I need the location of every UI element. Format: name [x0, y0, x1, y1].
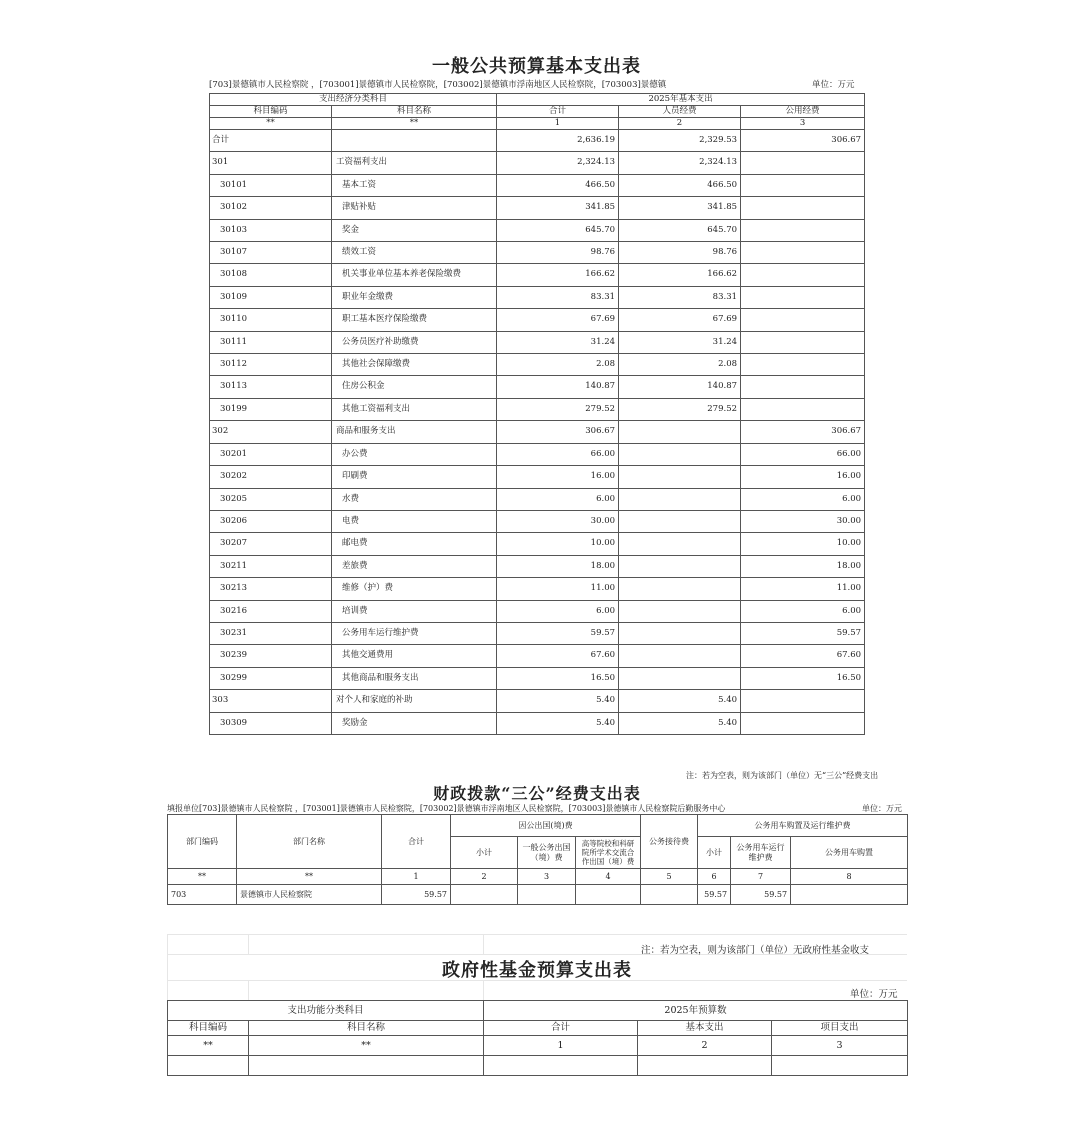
table-row: [210, 488, 865, 510]
personnel-cell: 645.70: [619, 219, 741, 241]
header-total: 合计: [382, 815, 451, 869]
index-cell: 5: [641, 869, 698, 885]
table-row: [210, 578, 865, 600]
table-row: [210, 354, 865, 376]
name-cell: 办公费: [332, 443, 497, 465]
personnel-cell: [619, 578, 741, 600]
total-cell: 30.00: [497, 510, 619, 532]
index-code: **: [210, 118, 332, 130]
name-cell: 邮电费: [332, 533, 497, 555]
personnel-cell: [619, 600, 741, 622]
table3-title: 政府性基金预算支出表: [442, 960, 632, 981]
total-cell: 6.00: [497, 488, 619, 510]
table-row: [210, 443, 865, 465]
total-cell: 10.00: [497, 533, 619, 555]
table2-unit: 单位：万元: [862, 804, 902, 813]
table-row: [210, 622, 865, 644]
academic-abroad-cell: [576, 885, 641, 905]
grid-line: [167, 934, 907, 935]
public-cell: 6.00: [741, 600, 865, 622]
total-cell: 279.52: [497, 398, 619, 420]
personnel-cell: 466.50: [619, 174, 741, 196]
total-cell: 341.85: [497, 197, 619, 219]
total-cell: 18.00: [497, 555, 619, 577]
index-cell: 2: [451, 869, 518, 885]
code-cell: 30216: [210, 600, 332, 622]
personnel-cell: [619, 555, 741, 577]
name-cell: 津贴补贴: [332, 197, 497, 219]
empty-cell: [484, 1056, 638, 1076]
name-cell: [332, 130, 497, 152]
public-cell: 59.57: [741, 622, 865, 644]
index-3: 3: [741, 118, 865, 130]
public-cell: 306.67: [741, 421, 865, 443]
personnel-cell: 98.76: [619, 242, 741, 264]
header-function-class: 支出功能分类科目: [168, 1001, 484, 1021]
total-cell: 2.08: [497, 354, 619, 376]
table-row: [210, 555, 865, 577]
personnel-cell: [619, 421, 741, 443]
personnel-cell: 83.31: [619, 286, 741, 308]
code-cell: 302: [210, 421, 332, 443]
dept-code-cell: 703: [168, 885, 237, 905]
personnel-cell: [619, 533, 741, 555]
table-row: [210, 219, 865, 241]
total-cell: 2,324.13: [497, 152, 619, 174]
total-cell: 306.67: [497, 421, 619, 443]
table-row: [210, 645, 865, 667]
code-cell: 30239: [210, 645, 332, 667]
total-cell: 59.57: [497, 622, 619, 644]
table1-header-group-row: [210, 94, 865, 106]
public-cell: [741, 376, 865, 398]
name-cell: 绩效工资: [332, 242, 497, 264]
name-cell: 公务用车运行维护费: [332, 622, 497, 644]
table-row: [210, 242, 865, 264]
public-cell: [741, 398, 865, 420]
header-budget: 2025年预算数: [484, 1001, 908, 1021]
index-name: **: [249, 1036, 484, 1056]
code-cell: 30107: [210, 242, 332, 264]
code-cell: 30309: [210, 712, 332, 734]
public-cell: [741, 712, 865, 734]
public-cell: 6.00: [741, 488, 865, 510]
index-3: 3: [772, 1036, 908, 1056]
table-row: [210, 174, 865, 196]
table-row: [210, 197, 865, 219]
code-cell: 30211: [210, 555, 332, 577]
index-name: **: [332, 118, 497, 130]
code-cell: 301: [210, 152, 332, 174]
table2-title: 财政拨款“三公”经费支出表: [433, 784, 641, 803]
personnel-cell: 166.62: [619, 264, 741, 286]
header-abroad: 因公出国(境)费: [451, 815, 641, 837]
header-total: 合计: [484, 1021, 638, 1036]
total-cell: 16.00: [497, 466, 619, 488]
name-cell: 其他工资福利支出: [332, 398, 497, 420]
header-public: 公用经费: [741, 106, 865, 118]
header-car-subtotal: 小计: [698, 837, 731, 869]
code-cell: 30299: [210, 667, 332, 689]
table-row: [210, 466, 865, 488]
total-cell: 67.60: [497, 645, 619, 667]
code-cell: 合计: [210, 130, 332, 152]
index-cell: 1: [382, 869, 451, 885]
name-cell: 住房公积金: [332, 376, 497, 398]
three-public-expenses-table: [167, 814, 908, 905]
reception-cell: [641, 885, 698, 905]
name-cell: 印刷费: [332, 466, 497, 488]
name-cell: 对个人和家庭的补助: [332, 690, 497, 712]
index-2: 2: [638, 1036, 772, 1056]
code-cell: 30108: [210, 264, 332, 286]
header-personnel: 人员经费: [619, 106, 741, 118]
total-cell: 645.70: [497, 219, 619, 241]
table-row: [210, 712, 865, 734]
abroad-subtotal-cell: [451, 885, 518, 905]
table1-header-row: [210, 106, 865, 118]
header-car: 公务用车购置及运行维护费: [698, 815, 908, 837]
personnel-cell: [619, 443, 741, 465]
table-row: [210, 376, 865, 398]
name-cell: 工资福利支出: [332, 152, 497, 174]
index-2: 2: [619, 118, 741, 130]
name-cell: 职业年金缴费: [332, 286, 497, 308]
name-cell: 基本工资: [332, 174, 497, 196]
header-dept-name: 部门名称: [237, 815, 382, 869]
total-cell: 466.50: [497, 174, 619, 196]
basic-expenditure-table: [209, 93, 865, 735]
header-reception: 公务接待费: [641, 815, 698, 869]
code-cell: 30213: [210, 578, 332, 600]
table1-unit: 单位：万元: [812, 80, 855, 90]
code-cell: 30199: [210, 398, 332, 420]
table3-unit: 单位：万元: [850, 989, 898, 1000]
index-cell: 6: [698, 869, 731, 885]
total-cell: 140.87: [497, 376, 619, 398]
personnel-cell: 279.52: [619, 398, 741, 420]
grid-line: [248, 934, 249, 954]
personnel-cell: 341.85: [619, 197, 741, 219]
table3-header-row: [168, 1021, 908, 1036]
name-cell: 维修（护）费: [332, 578, 497, 600]
name-cell: 奖金: [332, 219, 497, 241]
index-1: 1: [497, 118, 619, 130]
table-row: [168, 885, 908, 905]
total-cell: 83.31: [497, 286, 619, 308]
personnel-cell: 31.24: [619, 331, 741, 353]
code-cell: 30112: [210, 354, 332, 376]
table-row: [210, 510, 865, 532]
total-cell: 66.00: [497, 443, 619, 465]
personnel-cell: 2,329.53: [619, 130, 741, 152]
header-total: 合计: [497, 106, 619, 118]
general-abroad-cell: [518, 885, 576, 905]
name-cell: 公务员医疗补助缴费: [332, 331, 497, 353]
public-cell: [741, 354, 865, 376]
header-abroad-subtotal: 小计: [451, 837, 518, 869]
name-cell: 其他交通费用: [332, 645, 497, 667]
code-cell: 30201: [210, 443, 332, 465]
index-cell: 3: [518, 869, 576, 885]
name-cell: 水费: [332, 488, 497, 510]
name-cell: 机关事业单位基本养老保险缴费: [332, 264, 497, 286]
code-cell: 30102: [210, 197, 332, 219]
total-cell: 67.69: [497, 309, 619, 331]
header-car-purchase: 公务用车购置: [791, 837, 908, 869]
public-cell: 11.00: [741, 578, 865, 600]
public-cell: [741, 219, 865, 241]
table3-header-group-row: [168, 1001, 908, 1021]
index-cell: **: [237, 869, 382, 885]
table1-index-row: [210, 118, 865, 130]
table2-subtitle: 填报单位[703]景德镇市人民检察院 ，[703001]景德镇市人民检察院，[703002]景德镇市浮南地区人民检察院，[703003]景德镇市人民检察院后勤服务中心: [167, 804, 726, 813]
total-cell: 31.24: [497, 331, 619, 353]
table-row: [210, 331, 865, 353]
empty-cell: [168, 1056, 249, 1076]
index-1: 1: [484, 1036, 638, 1056]
personnel-cell: [619, 488, 741, 510]
header-car-maintenance: 公务用车运行维护费: [731, 837, 791, 869]
personnel-cell: [619, 466, 741, 488]
header-academic-abroad: 高等院校和科研院所学术交流合作出国（境）费: [576, 837, 641, 869]
table1-subtitle: [703]景德镇市人民检察院 ，[703001]景德镇市人民检察院，[703002]景德镇市浮南地区人民检察院，[703003]景德镇: [209, 80, 667, 90]
grid-line: [483, 934, 484, 954]
header-project: 项目支出: [772, 1021, 908, 1036]
name-cell: 职工基本医疗保险缴费: [332, 309, 497, 331]
car-maintenance-cell: 59.57: [731, 885, 791, 905]
name-cell: 商品和服务支出: [332, 421, 497, 443]
index-cell: 8: [791, 869, 908, 885]
header-code: 科目编码: [168, 1021, 249, 1036]
public-cell: 67.60: [741, 645, 865, 667]
total-cell: 5.40: [497, 712, 619, 734]
total-cell: 59.57: [382, 885, 451, 905]
dept-name-cell: 景德镇市人民检察院: [237, 885, 382, 905]
total-cell: 5.40: [497, 690, 619, 712]
car-subtotal-cell: 59.57: [698, 885, 731, 905]
table-row: [210, 690, 865, 712]
empty-cell: [249, 1056, 484, 1076]
code-cell: 30101: [210, 174, 332, 196]
public-cell: 306.67: [741, 130, 865, 152]
code-cell: 30103: [210, 219, 332, 241]
table-row: [168, 1056, 908, 1076]
public-cell: [741, 309, 865, 331]
header-general-abroad: 一般公务出国（境）费: [518, 837, 576, 869]
public-cell: 30.00: [741, 510, 865, 532]
header-basic: 基本支出: [638, 1021, 772, 1036]
personnel-cell: 5.40: [619, 712, 741, 734]
personnel-cell: [619, 510, 741, 532]
index-cell: **: [168, 869, 237, 885]
public-cell: 16.00: [741, 466, 865, 488]
table1-note: 注：若为空表，则为该部门（单位）无“三公”经费支出: [686, 771, 879, 780]
public-cell: 10.00: [741, 533, 865, 555]
total-cell: 16.50: [497, 667, 619, 689]
table-row: [210, 600, 865, 622]
empty-cell: [772, 1056, 908, 1076]
grid-line: [248, 980, 249, 1000]
header-dept-code: 部门编码: [168, 815, 237, 869]
personnel-cell: 67.69: [619, 309, 741, 331]
public-cell: [741, 264, 865, 286]
code-cell: 30207: [210, 533, 332, 555]
name-cell: 差旅费: [332, 555, 497, 577]
grid-line: [483, 980, 484, 1000]
personnel-cell: 2.08: [619, 354, 741, 376]
public-cell: [741, 286, 865, 308]
total-cell: 11.00: [497, 578, 619, 600]
table3-index-row: [168, 1036, 908, 1056]
code-cell: 303: [210, 690, 332, 712]
government-fund-table: [167, 1000, 908, 1076]
index-cell: 4: [576, 869, 641, 885]
table-row: [210, 152, 865, 174]
code-cell: 30113: [210, 376, 332, 398]
public-cell: 16.50: [741, 667, 865, 689]
public-cell: [741, 242, 865, 264]
public-cell: 18.00: [741, 555, 865, 577]
car-purchase-cell: [791, 885, 908, 905]
code-cell: 30205: [210, 488, 332, 510]
table-row: [210, 667, 865, 689]
table-row: [210, 130, 865, 152]
code-cell: 30206: [210, 510, 332, 532]
index-cell: 7: [731, 869, 791, 885]
public-cell: [741, 197, 865, 219]
header-basic-expenditure: 2025年基本支出: [497, 94, 865, 106]
personnel-cell: 2,324.13: [619, 152, 741, 174]
header-name: 科目名称: [332, 106, 497, 118]
personnel-cell: [619, 645, 741, 667]
public-cell: [741, 174, 865, 196]
code-cell: 30231: [210, 622, 332, 644]
public-cell: [741, 690, 865, 712]
public-cell: 66.00: [741, 443, 865, 465]
table-row: [210, 309, 865, 331]
table-row: [210, 421, 865, 443]
table-row: [210, 398, 865, 420]
name-cell: 其他社会保障缴费: [332, 354, 497, 376]
personnel-cell: 140.87: [619, 376, 741, 398]
code-cell: 30109: [210, 286, 332, 308]
table-row: [210, 264, 865, 286]
header-code: 科目编码: [210, 106, 332, 118]
header-name: 科目名称: [249, 1021, 484, 1036]
personnel-cell: 5.40: [619, 690, 741, 712]
table1-title: 一般公共预算基本支出表: [432, 56, 641, 77]
total-cell: 2,636.19: [497, 130, 619, 152]
name-cell: 培训费: [332, 600, 497, 622]
personnel-cell: [619, 667, 741, 689]
header-economic-class: 支出经济分类科目: [210, 94, 497, 106]
table-row: [210, 286, 865, 308]
personnel-cell: [619, 622, 741, 644]
empty-cell: [638, 1056, 772, 1076]
public-cell: [741, 331, 865, 353]
code-cell: 30202: [210, 466, 332, 488]
table-row: [210, 533, 865, 555]
total-cell: 166.62: [497, 264, 619, 286]
name-cell: 奖励金: [332, 712, 497, 734]
public-cell: [741, 152, 865, 174]
table2-index-row: [168, 869, 908, 885]
name-cell: 其他商品和服务支出: [332, 667, 497, 689]
total-cell: 6.00: [497, 600, 619, 622]
code-cell: 30110: [210, 309, 332, 331]
index-code: **: [168, 1036, 249, 1056]
table2-header-row-1: [168, 815, 908, 837]
code-cell: 30111: [210, 331, 332, 353]
total-cell: 98.76: [497, 242, 619, 264]
name-cell: 电费: [332, 510, 497, 532]
table3-note: 注：若为空表，则为该部门（单位）无政府性基金收支: [641, 945, 870, 956]
